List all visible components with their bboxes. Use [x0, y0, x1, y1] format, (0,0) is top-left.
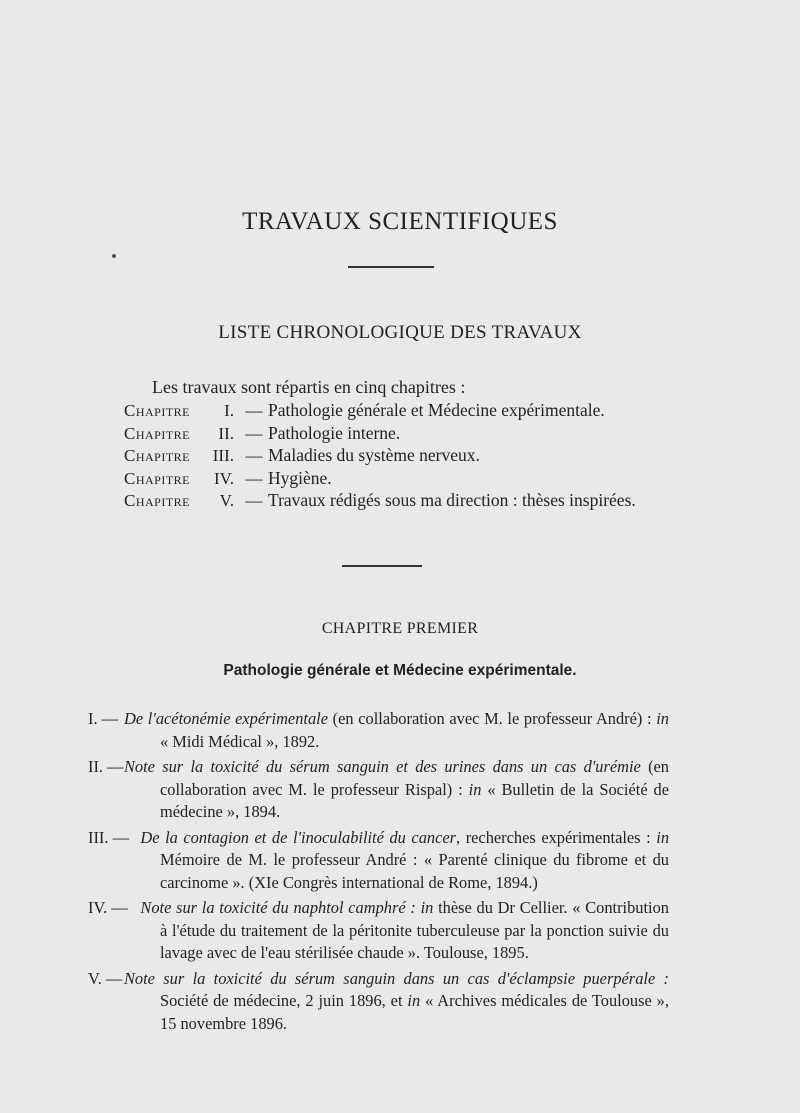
entry-list — [88, 708, 670, 1038]
entry-source: « Archives médicales de Toulouse », 15 novembre 1896. — [160, 991, 669, 1033]
chapter-title: Hygiène. — [268, 467, 332, 488]
chapter-title: Travaux rédigés sous ma direction : thèses inspirées. — [268, 490, 636, 510]
entry-item: II. —Note sur la toxicité du sérum sanguin et des urines dans un cas d'urémie (en collaboration avec M. le professeur Rispal) : in « Bulletin de la Société de médecine », 1894. — [88, 757, 669, 821]
entry-source: « Bulletin de la Société de médecine », 1894. — [160, 779, 669, 821]
entry-number: III. — — [88, 827, 129, 847]
chapter-word: Chapitre — [124, 423, 191, 443]
list-subtitle: LISTE CHRONOLOGIQUE DES TRAVAUX — [218, 322, 582, 343]
entry-item: V. —Note sur la toxicité du sérum sanguin dans un cas d'éclampsie puerpérale : Société de médecine, 2 juin 1896, et in « Archives médicales de Toulouse », 15 novembre 1896. — [88, 968, 669, 1033]
entry-text: Société de médecine, 2 juin 1896, et — [160, 991, 408, 1010]
chapter-row — [124, 423, 636, 446]
entry-text: , recherches expérimentales : — [456, 827, 657, 847]
chapter-title: Pathologie générale et Médecine expérimentale. — [268, 400, 605, 420]
chapter-word: Chapitre — [124, 446, 191, 465]
chapter-number: I. — [224, 401, 234, 420]
chapter-number: IV. — [214, 468, 234, 488]
ink-speck — [112, 254, 116, 258]
entry-in: in — [656, 709, 669, 728]
chapter-subtitle: Pathologie générale et Médecine expérimentale. — [223, 662, 577, 679]
entry-source: Mémoire de M. le professeur André : « Parenté clinique du fibrome et du carcinome ». (XIe Congrès international de Rome, 1894.) — [160, 850, 669, 892]
entry-title: De la contagion et de l'inoculabilité du cancer — [140, 827, 457, 847]
chapter-row — [124, 445, 636, 468]
chapter-title: Maladies du système nerveux. — [268, 445, 480, 465]
entry-item — [88, 897, 669, 965]
chapter-row — [124, 400, 636, 423]
entry-title: Note sur la toxicité du naphtol camphré : — [140, 898, 421, 917]
chapter-number: V. — [219, 491, 234, 510]
chapter-dash: — — [245, 491, 263, 510]
entry-in: in — [656, 827, 670, 847]
entry-source: thèse du Dr Cellier. « Contribution à l'étude du traitement de la péritonite tuberculeuse par la ponction suivie du lavage avec de l'eau stérilisée chaude ». Toulouse, 1895. — [160, 898, 669, 962]
chapter-heading: CHAPITRE PREMIER — [321, 620, 479, 637]
entry-item: I. —De l'acétonémie expérimentale (en collaboration avec M. le professeur André) : in « Midi Médical », 1892. — [88, 709, 669, 751]
chapter-dash: — — [245, 446, 263, 465]
entry-item — [88, 827, 670, 895]
entry-source: « Midi Médical », 1892. — [160, 731, 320, 751]
intro-text: Les travaux sont répartis en cinq chapitres : — [152, 377, 466, 397]
title-rule — [348, 266, 434, 268]
entry-in: in — [407, 991, 421, 1010]
section-rule — [342, 565, 422, 567]
chapter-dash: — — [245, 468, 263, 488]
chapter-dash: — — [245, 401, 263, 420]
entry-number: IV. — — [88, 898, 128, 917]
chapter-row — [124, 490, 636, 513]
entry-text: (en collaboration avec M. le professeur Rispal) : — [160, 757, 669, 799]
entry-in: in — [420, 898, 434, 917]
chapter-row — [124, 468, 636, 491]
entry-title: De l'acétonémie expérimentale — [124, 709, 328, 728]
entry-title: Note sur la toxicité du sérum sanguin dans un cas d'éclampsie puerpérale : — [124, 968, 669, 988]
chapter-number: II. — [218, 423, 234, 443]
entry-text: (en collaboration avec M. le professeur André) : — [327, 709, 657, 728]
chapter-dash: — — [245, 423, 263, 443]
entry-title: Note sur la toxicité du sérum sanguin et des urines dans un cas d'urémie — [124, 757, 641, 776]
chapter-word: Chapitre — [124, 491, 191, 510]
chapter-number: III. — [212, 446, 234, 465]
chapter-list — [124, 400, 636, 513]
entry-in: in — [468, 779, 482, 799]
chapter-title: Pathologie interne. — [268, 422, 401, 443]
chapter-word: Chapitre — [124, 401, 191, 420]
chapter-word: Chapitre — [124, 468, 191, 488]
page-title: TRAVAUX SCIENTIFIQUES — [242, 208, 558, 235]
